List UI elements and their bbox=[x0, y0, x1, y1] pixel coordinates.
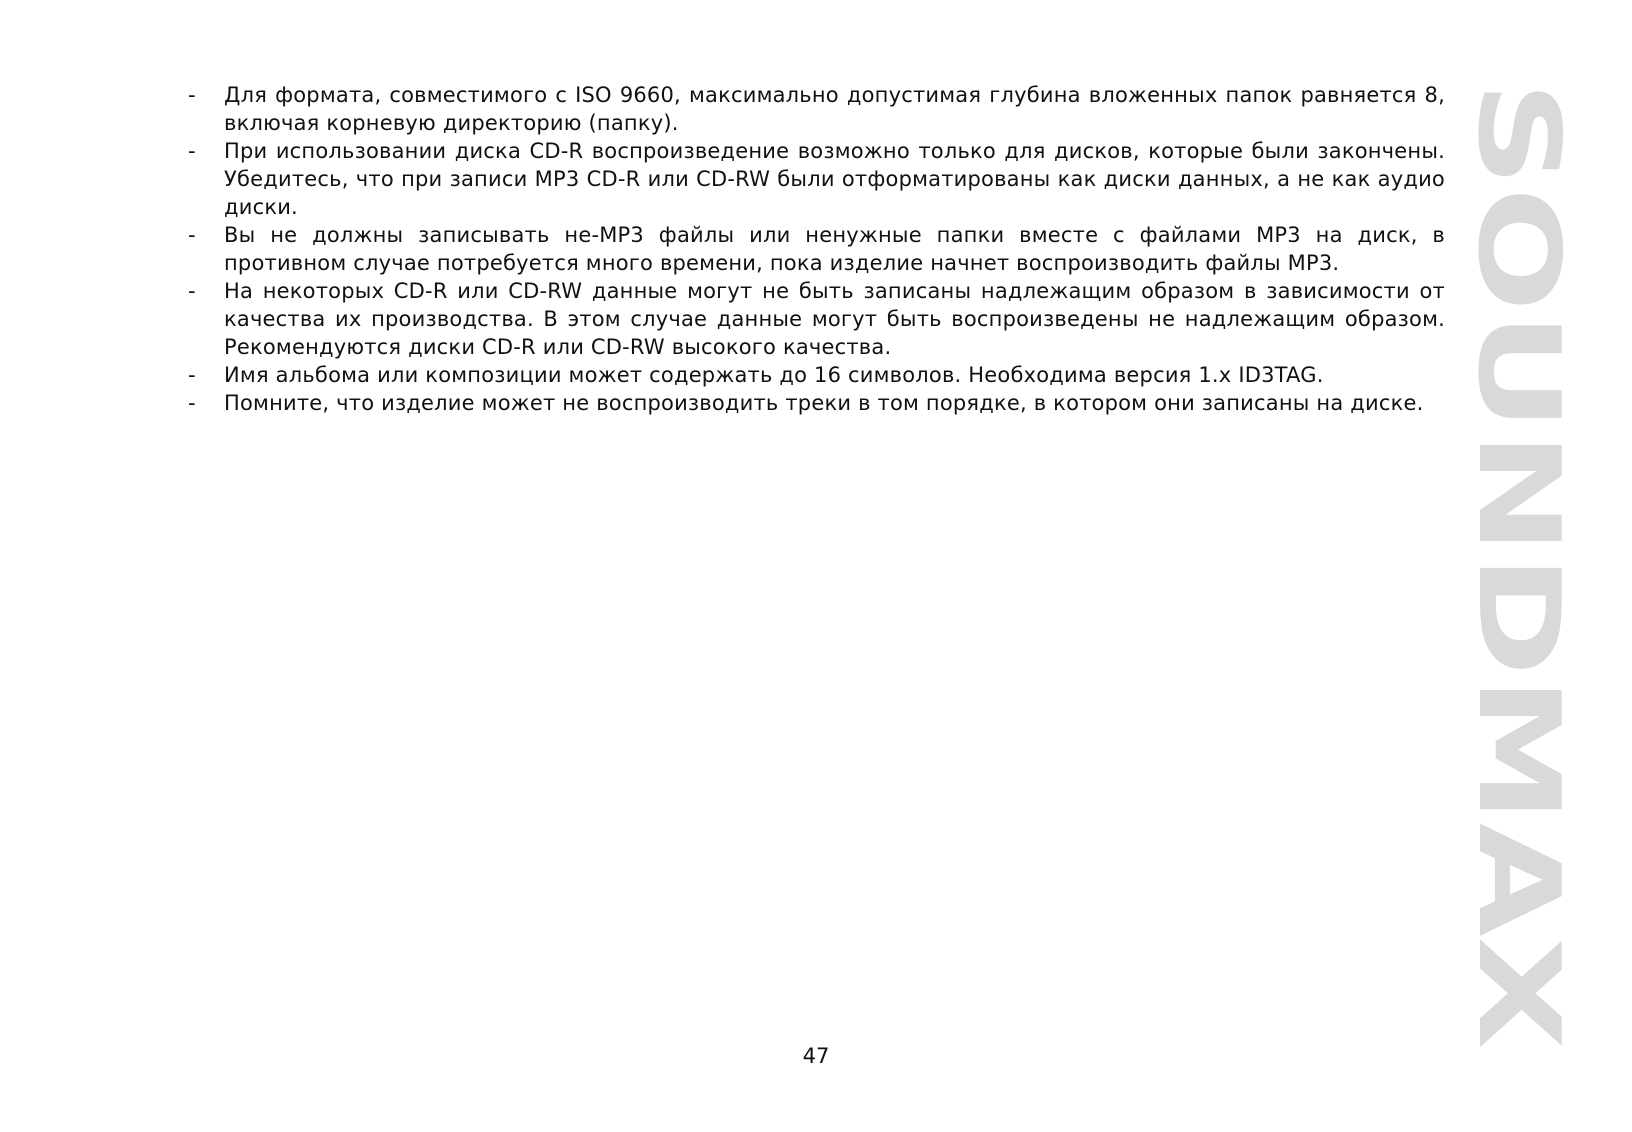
bullet-dash: - bbox=[188, 83, 196, 107]
bullet-dash: - bbox=[188, 391, 196, 415]
notes-list bbox=[188, 81, 1445, 417]
bullet-dash: - bbox=[188, 363, 196, 387]
list-item bbox=[188, 137, 1445, 221]
notes-section bbox=[188, 81, 1445, 417]
brand-logo-text: SOUNDMAX bbox=[1453, 81, 1583, 820]
bullet-dash: - bbox=[188, 139, 196, 163]
note-text: На некоторых CD-R или CD-RW данные могут не быть записаны надлежащим образом в зависимости от качества их производства. В этом случае данные могут быть воспроизведены не надлежащим образом. Рекомендуются диски CD-R или CD-RW высокого качества. bbox=[224, 279, 1445, 359]
list-item bbox=[188, 221, 1445, 277]
page-number: 47 bbox=[802, 1044, 830, 1068]
bullet-dash: - bbox=[188, 279, 196, 303]
note-text: При использовании диска CD-R воспроизведение возможно только для дисков, которые были закончены. Убедитесь, что при записи MP3 CD-R или CD-RW были отформатированы как диски данных, а не как аудио диски. bbox=[224, 139, 1445, 219]
note-text: Вы не должны записывать не-MP3 файлы или ненужные папки вместе с файлами MP3 на диск, в противном случае потребуется много времени, пока изделие начнет воспроизводить файлы MP3. bbox=[224, 223, 1445, 275]
note-text: Помните, что изделие может не воспроизводить треки в том порядке, в котором они записаны на диске. bbox=[224, 391, 1424, 415]
note-text: Для формата, совместимого с ISO 9660, максимально допустимая глубина вложенных папок равняется 8, включая корневую директорию (папку). bbox=[224, 83, 1445, 135]
list-item bbox=[188, 361, 1445, 389]
note-text: Имя альбома или композиции может содержать до 16 символов. Необходима версия 1.x ID3TAG. bbox=[224, 363, 1324, 387]
bullet-dash: - bbox=[188, 223, 196, 247]
list-item bbox=[188, 389, 1445, 417]
list-item bbox=[188, 277, 1445, 361]
list-item bbox=[188, 81, 1445, 137]
brand-logo bbox=[1453, 81, 1583, 1050]
